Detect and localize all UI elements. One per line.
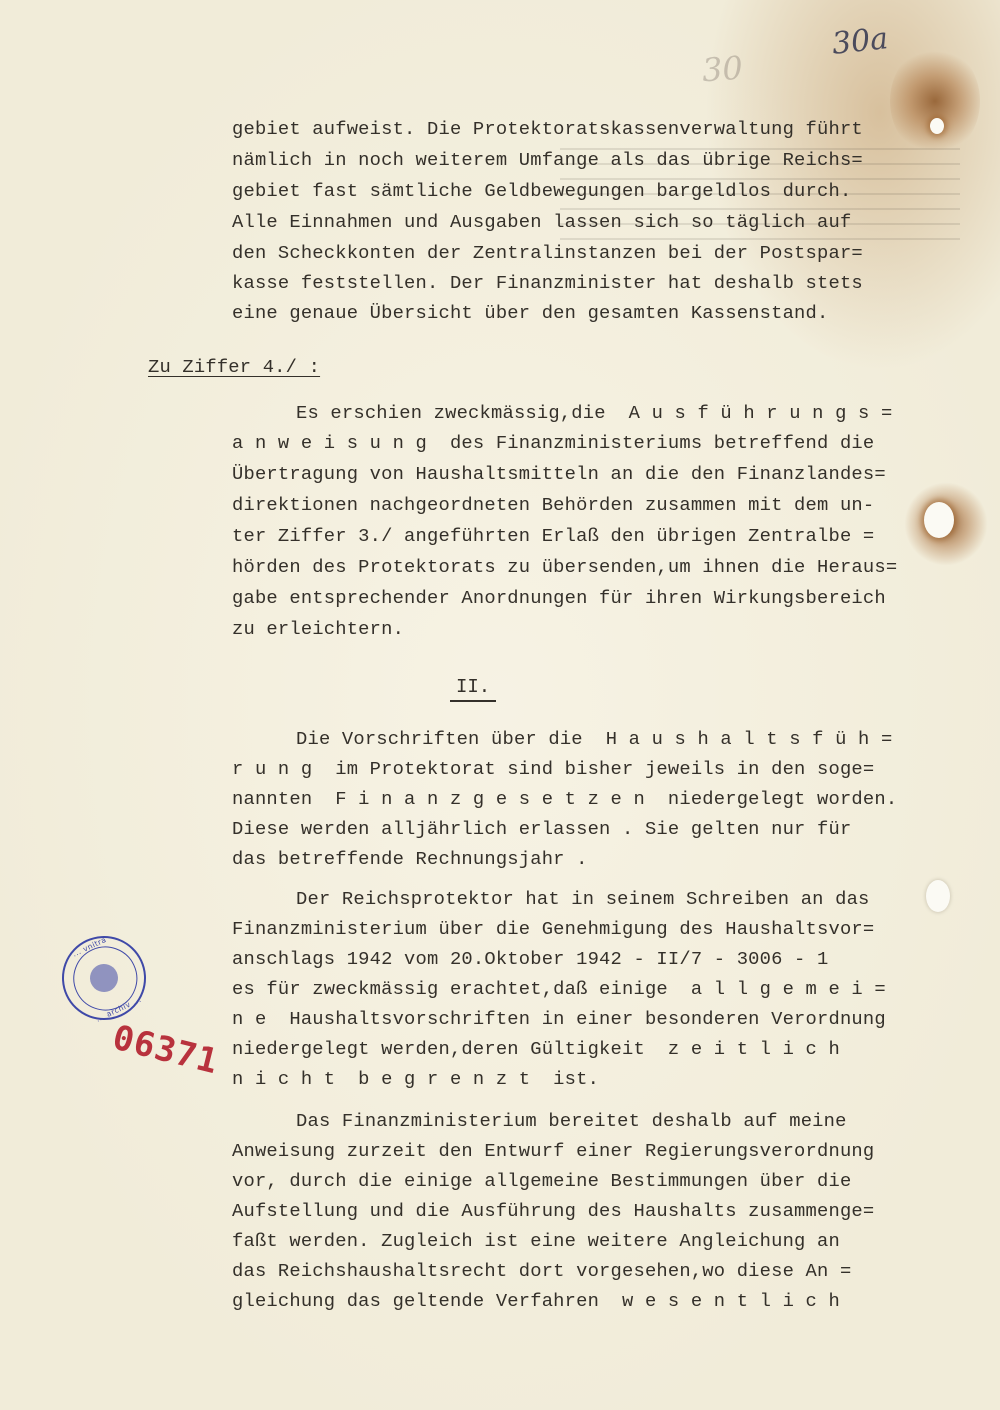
section-line: niedergelegt werden,deren Gültigkeit z e i t l i c h bbox=[232, 1038, 840, 1060]
section-line: Die Vorschriften über die H a u s h a l t s f ü h = bbox=[296, 728, 893, 750]
ziffer-line: Übertragung von Haushaltsmitteln an die den Finanzlandes= bbox=[232, 463, 886, 485]
ziffer-line: hörden des Protektorats zu übersenden,um ihnen die Heraus= bbox=[232, 556, 898, 578]
section-number: II. bbox=[450, 676, 496, 702]
section-line: n i c h t b e g r e n z t ist. bbox=[232, 1068, 600, 1090]
section-line: Das Finanzministerium bereitet deshalb auf meine bbox=[296, 1110, 847, 1132]
section-line: vor, durch die einige allgemeine Bestimmungen über die bbox=[232, 1170, 852, 1192]
archive-stamp bbox=[48, 922, 160, 1034]
section-line: das Reichshaushaltsrecht dort vorgesehen,wo diese An = bbox=[232, 1260, 852, 1282]
section-line: r u n g im Protektorat sind bisher jeweils in den soge= bbox=[232, 758, 875, 780]
section-line: gleichung das geltende Verfahren w e s e n t l i c h bbox=[232, 1290, 840, 1312]
body-line: den Scheckkonten der Zentralinstanzen bei der Postspar= bbox=[232, 242, 863, 264]
body-line: Alle Einnahmen und Ausgaben lassen sich so täglich auf bbox=[232, 211, 852, 233]
stamp-text-bottom: ... archiv ... bbox=[94, 994, 143, 1024]
body-line: gebiet aufweist. Die Protektoratskassenverwaltung führt bbox=[232, 118, 863, 140]
body-line: eine genaue Übersicht über den gesamten Kassenstand. bbox=[232, 302, 829, 324]
section-line: es für zweckmässig erachtet,daß einige a l l g e m e i = bbox=[232, 978, 886, 1000]
section-line: Anweisung zurzeit den Entwurf einer Regierungsverordnung bbox=[232, 1140, 875, 1162]
ziffer-line: ter Ziffer 3./ angeführten Erlaß den übrigen Zentralbe = bbox=[232, 525, 875, 547]
section-line: nannten F i n a n z g e s e t z e n niedergelegt worden. bbox=[232, 788, 898, 810]
rust-stain-top bbox=[890, 46, 980, 156]
ziffer-line: zu erleichtern. bbox=[232, 618, 405, 640]
ziffer-line: gabe entsprechender Anordnungen für ihren Wirkungsbereich bbox=[232, 587, 886, 609]
section-line: das betreffende Rechnungsjahr . bbox=[232, 848, 588, 870]
punch-hole-middle bbox=[924, 502, 954, 538]
section-line: anschlags 1942 vom 20.Oktober 1942 - II/7 - 3006 - 1 bbox=[232, 948, 829, 970]
folio-number: 30a bbox=[830, 21, 890, 62]
ziffer-line: Es erschien zweckmässig,die A u s f ü h r u n g s = bbox=[296, 402, 893, 424]
ziffer-line: direktionen nachgeordneten Behörden zusammen mit dem un- bbox=[232, 494, 875, 516]
body-line: nämlich in noch weiterem Umfange als das übrige Reichs= bbox=[232, 149, 863, 171]
section-line: faßt werden. Zugleich ist eine weitere Angleichung an bbox=[232, 1230, 840, 1252]
stamp-text-top: ... vnitra bbox=[71, 934, 108, 959]
section-heading-ziffer: Zu Ziffer 4./ : bbox=[148, 356, 321, 378]
body-line: kasse feststellen. Der Finanzminister hat deshalb stets bbox=[232, 272, 863, 294]
section-line: n e Haushaltsvorschriften in einer besonderen Verordnung bbox=[232, 1008, 886, 1030]
punch-hole-lower bbox=[926, 880, 950, 912]
section-line: Diese werden alljährlich erlassen . Sie gelten nur für bbox=[232, 818, 852, 840]
punch-hole-top bbox=[930, 118, 944, 134]
faint-folio-number: 30 bbox=[700, 48, 744, 90]
body-line: gebiet fast sämtliche Geldbewegungen bargeldlos durch. bbox=[232, 180, 852, 202]
section-line: Aufstellung und die Ausführung des Haushalts zusammenge= bbox=[232, 1200, 875, 1222]
archive-number-stamp: 06371 bbox=[108, 1017, 223, 1083]
ziffer-line: a n w e i s u n g des Finanzministeriums betreffend die bbox=[232, 432, 875, 454]
section-line: Der Reichsprotektor hat in seinem Schreiben an das bbox=[296, 888, 870, 910]
section-line: Finanzministerium über die Genehmigung des Haushaltsvor= bbox=[232, 918, 875, 940]
